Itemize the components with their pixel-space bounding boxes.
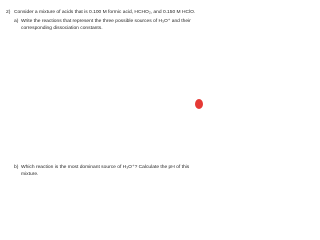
question-number: 2): [6, 10, 11, 15]
part-b-label: b): [14, 165, 19, 170]
red-dot-icon: [195, 99, 203, 109]
part-b-line-2: mixture.: [21, 172, 39, 177]
part-b-line-1: Which reaction is the most dominant source of H₃O⁺? Calculate the pH of this: [21, 165, 190, 170]
part-a-label: a): [14, 19, 19, 24]
part-a-line-2: corresponding dissociation constants.: [21, 26, 103, 31]
part-a-line-1: Write the reactions that represent the three possible sources of H₃O⁺ and their: [21, 19, 191, 24]
question-intro: Consider a mixture of acids that is 0.100 M formic acid, HCHO₂, and 0.150 M HClO.: [14, 10, 196, 15]
